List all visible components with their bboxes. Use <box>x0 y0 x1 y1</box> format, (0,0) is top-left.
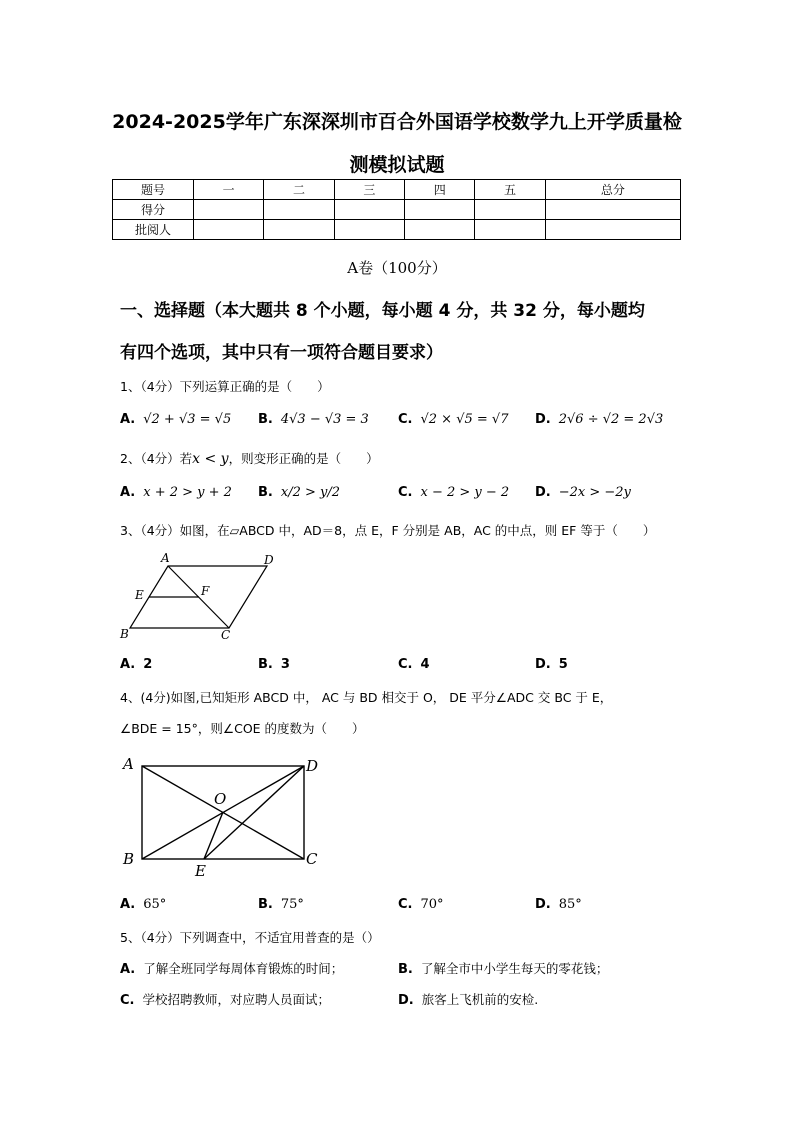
fig-label: B <box>123 850 135 868</box>
option-text: −2x > −2y <box>558 485 631 500</box>
question-4-stem-line1: 4、(4分)如图,已知矩形 ABCD 中， AC 与 BD 相交于 O， DE 平分∠ADC 交 BC 于 E， <box>120 690 613 705</box>
option-label: D. <box>535 897 551 912</box>
option-text: 旅客上飞机前的安检. <box>421 992 539 1007</box>
option-text: 4 <box>420 657 430 672</box>
q5-option-b[interactable] <box>398 959 608 977</box>
option-label: B. <box>258 897 273 912</box>
option-label: D. <box>535 657 551 672</box>
fig-label: E <box>135 588 144 602</box>
fig-label: O <box>214 790 227 808</box>
option-text: 65° <box>143 897 167 912</box>
header-cell: 一 <box>194 180 264 200</box>
header-cell: 三 <box>334 180 404 200</box>
fig-label: D <box>306 757 319 775</box>
grader-row <box>113 220 681 240</box>
grader-cell[interactable] <box>334 220 404 240</box>
q3-option-d[interactable] <box>535 657 576 672</box>
q1-option-b[interactable] <box>258 412 369 427</box>
header-cell: 总分 <box>545 180 680 200</box>
score-table-header-row <box>113 180 681 200</box>
option-text: x + 2 > y + 2 <box>143 485 232 500</box>
exam-title-line1: 2024-2025学年广东深深圳市百合外国语学校数学九上开学质量检 <box>112 111 682 133</box>
option-label: C. <box>398 412 413 427</box>
option-text: 学校招聘教师，对应聘人员面试； <box>142 992 330 1007</box>
fig-label: B <box>120 627 129 641</box>
option-label: C. <box>398 485 413 500</box>
q3-option-c[interactable] <box>398 657 438 672</box>
score-cell[interactable] <box>475 200 545 220</box>
option-label: B. <box>258 657 273 672</box>
option-label: A. <box>120 657 136 672</box>
q2-option-c[interactable] <box>398 485 509 500</box>
option-text: √2 + √3 = √5 <box>143 412 232 427</box>
fig-label: C <box>306 850 318 868</box>
option-label: A. <box>120 485 136 500</box>
fig-label: D <box>264 553 274 567</box>
fig-label: F <box>201 584 210 598</box>
stem-post: ，则变形正确的是（ ） <box>228 451 379 466</box>
score-cell[interactable] <box>405 200 475 220</box>
option-label: B. <box>398 962 413 977</box>
q5-option-d[interactable] <box>398 990 538 1008</box>
q5-option-a[interactable] <box>120 959 343 977</box>
option-label: D. <box>398 993 414 1008</box>
grader-cell[interactable] <box>475 220 545 240</box>
fig-label: C <box>221 628 231 642</box>
score-cell[interactable] <box>194 200 264 220</box>
q4-option-d[interactable] <box>535 897 582 912</box>
option-text: 了解全班同学每周体育锻炼的时间； <box>143 961 344 976</box>
q4-option-c[interactable] <box>398 897 444 912</box>
option-text: √2 × √5 = √7 <box>420 412 509 427</box>
option-text: 70° <box>420 897 444 912</box>
q4-option-a[interactable] <box>120 897 166 912</box>
option-text: 4√3 − √3 = 3 <box>280 412 369 427</box>
row-label: 批阅人 <box>113 220 194 240</box>
option-label: C. <box>398 897 413 912</box>
option-text: 2√6 ÷ √2 = 2√3 <box>558 412 664 427</box>
header-cell: 四 <box>405 180 475 200</box>
option-label: C. <box>120 993 135 1008</box>
grader-cell[interactable] <box>194 220 264 240</box>
part1-heading-line2: 有四个选项，其中只有一项符合题目要求） <box>120 343 443 363</box>
q3-option-b[interactable] <box>258 657 298 672</box>
option-label: C. <box>398 657 413 672</box>
q2-option-b[interactable] <box>258 485 340 500</box>
q1-option-a[interactable] <box>120 412 231 427</box>
q5-option-c[interactable] <box>120 990 330 1008</box>
row-label: 得分 <box>113 200 194 220</box>
q4-option-b[interactable] <box>258 897 304 912</box>
grader-cell[interactable] <box>545 220 680 240</box>
q3-option-a[interactable] <box>120 657 160 672</box>
fig-label: A <box>161 551 170 565</box>
score-cell[interactable] <box>545 200 680 220</box>
option-text: 75° <box>280 897 304 912</box>
stem-math: x < y <box>192 451 229 467</box>
question-2-stem <box>120 449 379 467</box>
header-cell: 二 <box>264 180 334 200</box>
option-text: 2 <box>143 657 153 672</box>
stem-pre: 2、（4分）若 <box>120 451 193 466</box>
rectangle-figure <box>118 752 328 882</box>
question-1-stem: 1、（4分）下列运算正确的是（ ） <box>120 379 330 394</box>
option-text: x − 2 > y − 2 <box>420 485 510 500</box>
question-3-stem: 3、（4分）如图，在▱ABCD 中，AD＝8，点 E，F 分别是 AB，AC 的中点，则 EF 等于（ ） <box>120 523 656 538</box>
option-label: A. <box>120 897 136 912</box>
option-text: 85° <box>558 897 582 912</box>
header-cell: 五 <box>475 180 545 200</box>
question-5-stem: 5、（4分）下列调查中，不适宜用普查的是（） <box>120 930 380 945</box>
option-label: B. <box>258 412 273 427</box>
option-text: 3 <box>280 657 290 672</box>
score-cell[interactable] <box>334 200 404 220</box>
q1-option-d[interactable] <box>535 412 663 427</box>
segment-oe <box>204 812 223 859</box>
q1-option-c[interactable] <box>398 412 508 427</box>
option-text: 了解全市中小学生每天的零花钱； <box>420 961 609 976</box>
parallelogram-figure <box>115 550 285 645</box>
fig-label: E <box>195 862 206 880</box>
option-label: D. <box>535 412 551 427</box>
score-cell[interactable] <box>264 200 334 220</box>
part1-heading-line1: 一、选择题（本大题共 8 个小题，每小题 4 分，共 32 分，每小题均 <box>120 301 645 321</box>
option-text: 5 <box>558 657 568 672</box>
exam-title-line2: 测模拟试题 <box>349 154 445 176</box>
header-cell: 题号 <box>113 180 194 200</box>
question-4-stem-line2: ∠BDE = 15°，则∠COE 的度数为（ ） <box>120 721 365 736</box>
score-table <box>112 179 681 240</box>
fig-label: A <box>123 755 134 773</box>
section-a-heading: A卷（100分） <box>347 259 447 277</box>
option-label: B. <box>258 485 273 500</box>
option-text: x/2 > y/2 <box>280 485 340 500</box>
segment-de <box>204 766 304 859</box>
option-label: D. <box>535 485 551 500</box>
option-label: A. <box>120 412 136 427</box>
q2-option-d[interactable] <box>535 485 631 500</box>
score-row <box>113 200 681 220</box>
grader-cell[interactable] <box>264 220 334 240</box>
grader-cell[interactable] <box>405 220 475 240</box>
option-label: A. <box>120 962 136 977</box>
q2-option-a[interactable] <box>120 485 232 500</box>
